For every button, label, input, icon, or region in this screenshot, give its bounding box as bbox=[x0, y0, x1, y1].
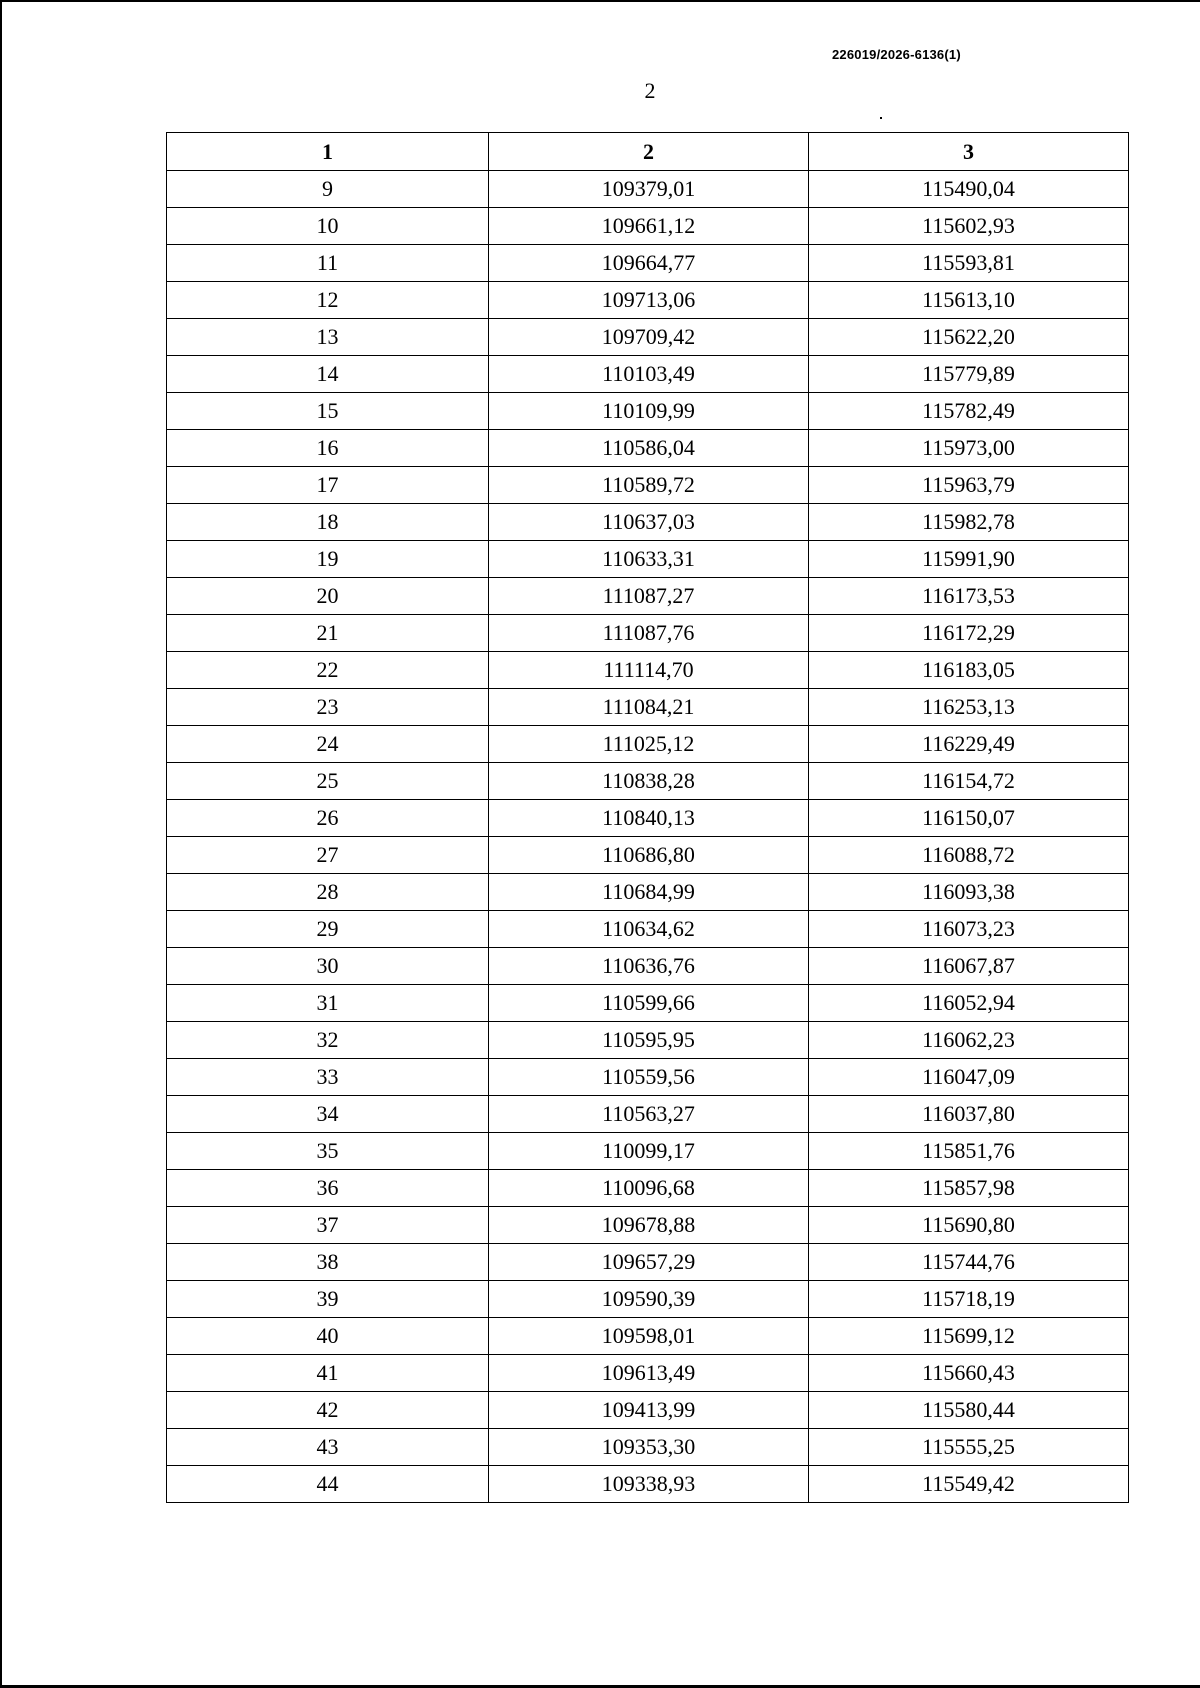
table-row bbox=[167, 948, 1129, 985]
point-number-cell: 32 bbox=[167, 1022, 489, 1059]
point-number-cell: 19 bbox=[167, 541, 489, 578]
table-row bbox=[167, 1429, 1129, 1466]
point-number-cell: 29 bbox=[167, 911, 489, 948]
y-coordinate-cell: 116037,80 bbox=[809, 1096, 1129, 1133]
table-row bbox=[167, 1022, 1129, 1059]
y-coordinate-cell: 115490,04 bbox=[809, 171, 1129, 208]
point-number-cell: 11 bbox=[167, 245, 489, 282]
x-coordinate-cell: 110840,13 bbox=[489, 800, 809, 837]
x-coordinate-cell: 110103,49 bbox=[489, 356, 809, 393]
y-coordinate-cell: 115718,19 bbox=[809, 1281, 1129, 1318]
table-row bbox=[167, 1355, 1129, 1392]
table-row bbox=[167, 615, 1129, 652]
y-coordinate-cell: 115782,49 bbox=[809, 393, 1129, 430]
table-row bbox=[167, 541, 1129, 578]
table-row bbox=[167, 1392, 1129, 1429]
y-coordinate-cell: 116067,87 bbox=[809, 948, 1129, 985]
x-coordinate-cell: 109661,12 bbox=[489, 208, 809, 245]
x-coordinate-cell: 110595,95 bbox=[489, 1022, 809, 1059]
x-coordinate-cell: 110096,68 bbox=[489, 1170, 809, 1207]
point-number-cell: 17 bbox=[167, 467, 489, 504]
point-number-cell: 42 bbox=[167, 1392, 489, 1429]
table-row bbox=[167, 1466, 1129, 1503]
table-row bbox=[167, 1133, 1129, 1170]
table-row bbox=[167, 800, 1129, 837]
point-number-cell: 14 bbox=[167, 356, 489, 393]
x-coordinate-cell: 110838,28 bbox=[489, 763, 809, 800]
page-edge-top bbox=[0, 0, 1200, 2]
x-coordinate-cell: 110559,56 bbox=[489, 1059, 809, 1096]
table-row bbox=[167, 504, 1129, 541]
page-edge-left bbox=[0, 0, 2, 1688]
y-coordinate-cell: 116253,13 bbox=[809, 689, 1129, 726]
table-row bbox=[167, 985, 1129, 1022]
y-coordinate-cell: 116154,72 bbox=[809, 763, 1129, 800]
point-number-cell: 30 bbox=[167, 948, 489, 985]
y-coordinate-cell: 116062,23 bbox=[809, 1022, 1129, 1059]
point-number-cell: 31 bbox=[167, 985, 489, 1022]
x-coordinate-cell: 110563,27 bbox=[489, 1096, 809, 1133]
table-row bbox=[167, 430, 1129, 467]
table-row bbox=[167, 208, 1129, 245]
x-coordinate-cell: 110686,80 bbox=[489, 837, 809, 874]
x-coordinate-cell: 111025,12 bbox=[489, 726, 809, 763]
table-row bbox=[167, 1281, 1129, 1318]
x-coordinate-cell: 109338,93 bbox=[489, 1466, 809, 1503]
coordinates-table bbox=[166, 132, 1129, 1503]
table-row bbox=[167, 1244, 1129, 1281]
y-coordinate-cell: 115555,25 bbox=[809, 1429, 1129, 1466]
point-number-cell: 28 bbox=[167, 874, 489, 911]
table-row bbox=[167, 689, 1129, 726]
x-coordinate-cell: 110633,31 bbox=[489, 541, 809, 578]
y-coordinate-cell: 116150,07 bbox=[809, 800, 1129, 837]
table-row bbox=[167, 578, 1129, 615]
x-coordinate-cell: 109590,39 bbox=[489, 1281, 809, 1318]
x-coordinate-cell: 111087,27 bbox=[489, 578, 809, 615]
y-coordinate-cell: 116172,29 bbox=[809, 615, 1129, 652]
table-row bbox=[167, 1170, 1129, 1207]
x-coordinate-cell: 109413,99 bbox=[489, 1392, 809, 1429]
y-coordinate-cell: 116047,09 bbox=[809, 1059, 1129, 1096]
table-row bbox=[167, 837, 1129, 874]
y-coordinate-cell: 116229,49 bbox=[809, 726, 1129, 763]
x-coordinate-cell: 110599,66 bbox=[489, 985, 809, 1022]
y-coordinate-cell: 115973,00 bbox=[809, 430, 1129, 467]
point-number-cell: 26 bbox=[167, 800, 489, 837]
table-row bbox=[167, 1207, 1129, 1244]
y-coordinate-cell: 115549,42 bbox=[809, 1466, 1129, 1503]
table-row bbox=[167, 319, 1129, 356]
y-coordinate-cell: 116052,94 bbox=[809, 985, 1129, 1022]
x-coordinate-cell: 111084,21 bbox=[489, 689, 809, 726]
x-coordinate-cell: 109379,01 bbox=[489, 171, 809, 208]
point-number-cell: 24 bbox=[167, 726, 489, 763]
x-coordinate-cell: 109678,88 bbox=[489, 1207, 809, 1244]
point-number-cell: 39 bbox=[167, 1281, 489, 1318]
y-coordinate-cell: 115991,90 bbox=[809, 541, 1129, 578]
column-header: 3 bbox=[809, 133, 1129, 171]
table-row bbox=[167, 1059, 1129, 1096]
y-coordinate-cell: 115779,89 bbox=[809, 356, 1129, 393]
x-coordinate-cell: 109613,49 bbox=[489, 1355, 809, 1392]
point-number-cell: 40 bbox=[167, 1318, 489, 1355]
table-row bbox=[167, 282, 1129, 319]
y-coordinate-cell: 115744,76 bbox=[809, 1244, 1129, 1281]
document-reference: 226019/2026-6136(1) bbox=[832, 47, 961, 62]
table-row bbox=[167, 652, 1129, 689]
point-number-cell: 13 bbox=[167, 319, 489, 356]
table-row bbox=[167, 1318, 1129, 1355]
x-coordinate-cell: 109657,29 bbox=[489, 1244, 809, 1281]
y-coordinate-cell: 115660,43 bbox=[809, 1355, 1129, 1392]
point-number-cell: 43 bbox=[167, 1429, 489, 1466]
point-number-cell: 18 bbox=[167, 504, 489, 541]
x-coordinate-cell: 109598,01 bbox=[489, 1318, 809, 1355]
y-coordinate-cell: 115613,10 bbox=[809, 282, 1129, 319]
y-coordinate-cell: 115580,44 bbox=[809, 1392, 1129, 1429]
point-number-cell: 38 bbox=[167, 1244, 489, 1281]
point-number-cell: 34 bbox=[167, 1096, 489, 1133]
x-coordinate-cell: 110589,72 bbox=[489, 467, 809, 504]
x-coordinate-cell: 110684,99 bbox=[489, 874, 809, 911]
point-number-cell: 44 bbox=[167, 1466, 489, 1503]
y-coordinate-cell: 116173,53 bbox=[809, 578, 1129, 615]
y-coordinate-cell: 116183,05 bbox=[809, 652, 1129, 689]
x-coordinate-cell: 110099,17 bbox=[489, 1133, 809, 1170]
x-coordinate-cell: 110634,62 bbox=[489, 911, 809, 948]
table-header bbox=[167, 133, 1129, 171]
x-coordinate-cell: 109713,06 bbox=[489, 282, 809, 319]
x-coordinate-cell: 109709,42 bbox=[489, 319, 809, 356]
point-number-cell: 12 bbox=[167, 282, 489, 319]
y-coordinate-cell: 115690,80 bbox=[809, 1207, 1129, 1244]
point-number-cell: 20 bbox=[167, 578, 489, 615]
y-coordinate-cell: 115602,93 bbox=[809, 208, 1129, 245]
x-coordinate-cell: 109664,77 bbox=[489, 245, 809, 282]
table-row bbox=[167, 393, 1129, 430]
table-row bbox=[167, 356, 1129, 393]
point-number-cell: 35 bbox=[167, 1133, 489, 1170]
column-header: 2 bbox=[489, 133, 809, 171]
point-number-cell: 25 bbox=[167, 763, 489, 800]
y-coordinate-cell: 116093,38 bbox=[809, 874, 1129, 911]
x-coordinate-cell: 110636,76 bbox=[489, 948, 809, 985]
y-coordinate-cell: 115982,78 bbox=[809, 504, 1129, 541]
point-number-cell: 33 bbox=[167, 1059, 489, 1096]
x-coordinate-cell: 110586,04 bbox=[489, 430, 809, 467]
table-row bbox=[167, 874, 1129, 911]
y-coordinate-cell: 116088,72 bbox=[809, 837, 1129, 874]
table-row bbox=[167, 245, 1129, 282]
y-coordinate-cell: 115851,76 bbox=[809, 1133, 1129, 1170]
point-number-cell: 36 bbox=[167, 1170, 489, 1207]
point-number-cell: 27 bbox=[167, 837, 489, 874]
table-row bbox=[167, 726, 1129, 763]
point-number-cell: 16 bbox=[167, 430, 489, 467]
point-number-cell: 9 bbox=[167, 171, 489, 208]
y-coordinate-cell: 115963,79 bbox=[809, 467, 1129, 504]
scan-speck bbox=[880, 117, 882, 119]
page-number: 2 bbox=[644, 78, 656, 103]
point-number-cell: 23 bbox=[167, 689, 489, 726]
y-coordinate-cell: 115857,98 bbox=[809, 1170, 1129, 1207]
column-header: 1 bbox=[167, 133, 489, 171]
point-number-cell: 41 bbox=[167, 1355, 489, 1392]
table-body bbox=[167, 171, 1129, 1503]
point-number-cell: 15 bbox=[167, 393, 489, 430]
table-row bbox=[167, 171, 1129, 208]
y-coordinate-cell: 115699,12 bbox=[809, 1318, 1129, 1355]
table-row bbox=[167, 1096, 1129, 1133]
x-coordinate-cell: 109353,30 bbox=[489, 1429, 809, 1466]
x-coordinate-cell: 110109,99 bbox=[489, 393, 809, 430]
table-row bbox=[167, 467, 1129, 504]
point-number-cell: 37 bbox=[167, 1207, 489, 1244]
x-coordinate-cell: 111114,70 bbox=[489, 652, 809, 689]
y-coordinate-cell: 115593,81 bbox=[809, 245, 1129, 282]
table-row bbox=[167, 763, 1129, 800]
point-number-cell: 22 bbox=[167, 652, 489, 689]
y-coordinate-cell: 116073,23 bbox=[809, 911, 1129, 948]
x-coordinate-cell: 111087,76 bbox=[489, 615, 809, 652]
header-row bbox=[167, 133, 1129, 171]
point-number-cell: 10 bbox=[167, 208, 489, 245]
table-row bbox=[167, 911, 1129, 948]
y-coordinate-cell: 115622,20 bbox=[809, 319, 1129, 356]
x-coordinate-cell: 110637,03 bbox=[489, 504, 809, 541]
point-number-cell: 21 bbox=[167, 615, 489, 652]
